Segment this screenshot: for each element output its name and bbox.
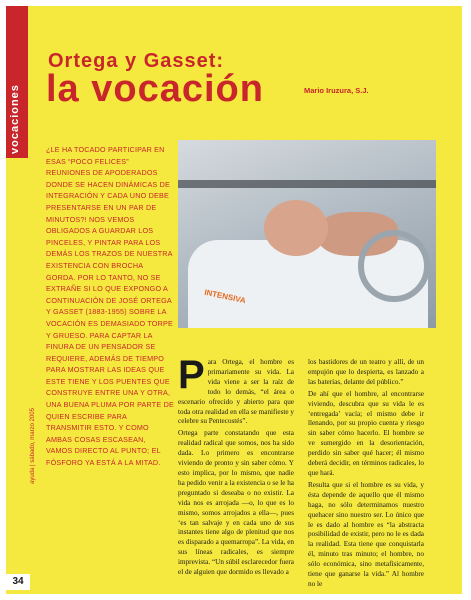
body-paragraph: los bastidores de un teatro y allí, de un empujón que lo despierta, es lanzado a las baterías, delante del público.” [308,358,424,386]
intro-paragraph: ¿LE HA TOCADO PARTICIPAR EN ESAS “POCO FELICES” REUNIONES DE APODERADOS DONDE SE HACEN DINÁMICAS DE INTEGRACIÓN Y CADA UNO DEBE PRESENTARSE EN UN PAR DE MINUTOS?! NOS VEMOS OBLIGADOS A GUARDAR LOS PINCELES, Y PINTAR PARA LOS DEMÁS LOS TRAZOS DE NUESTRA EXISTENCIA CON BROCHA GORDA. POR LO TANTO, NO SE EXTRAÑE SI LO QUE EXPONGO A CONTINUACIÓN DE JOSÉ ORTEGA Y GASSET (1883-1955) SOBRE LA VOCACIÓN ES DEMASIADO TORPE Y GRUESO. PARA CAPTAR LA FINURA DE UN PENSADOR SE REQUIERE, ADEMÁS DE TIEMPO PARA MOSTRAR LAS IDEAS QUE ESTE TIENE Y LOS PUENTES QUE CONSTRUYE ENTRE UNA Y OTRA, UNA BUENA PLUMA POR PARTE DE QUIEN ESCRIBE PARA TRANSMITIR ESTO. Y COMO AMBAS COSAS ESCASEAN, VAMOS DIRECTO AL PUNTO; EL FÓSFORO YA ESTÁ A LA MITAD. [46,145,174,468]
incubator-porthole [358,230,430,302]
photo-baby-head [264,200,328,256]
body-paragraph [178,353,294,427]
magazine-page [6,6,462,594]
incubator-bar [178,180,436,188]
article-kicker: Ortega y Gasset: [48,50,225,72]
body-text: ara Ortega, el hombre es primariamente su vida. La vida viene a ser la raíz de todo lo demás, “el área o escenario ofrecido y abierto para que toda otra realidad en ella se manifieste y celebre su Pentecostés”. [178,358,294,426]
photo-caption: INTENSIVA [203,287,247,306]
body-column-2 [308,358,424,592]
section-label: vocaciones [9,84,21,154]
magazine-footer: ayuda | sábado, marzo 2005 [30,408,36,484]
page-number: 34 [6,574,30,590]
drop-cap: P [178,353,205,397]
body-column-1 [178,353,294,580]
section-tab [6,6,28,594]
body-paragraph: De ahí que el hombre, al encontrarse viviendo, descubra que su vida le es ‘entregada’ vacía; el mismo debe ir llenando, por su propio cuenta y riesgo sin saber cómo hacerlo. El hombre se ve sumergido en la desorientación, perdido sin saber qué hacer; él mismo deberá decidir, en términos radicales, lo que hará. [308,389,424,477]
body-paragraph: Resulta que si el hombre es su vida, y ésta depende de aquello que él mismo haga, no sólo determinamos nuestro quehacer sino nuestro ser. Lo único que le es dado al hombre es “la abstracta posibilidad de existir, pero no le es dada la realidad. Esta tiene que conquistarla él, minuto tras minuto; el hombre, no sólo económica, sino metafísicamente, tiene que ganarse la vida.” Al hombre no le [308,480,424,588]
article-author: Mario Iruzura, S.J. [304,86,369,95]
newborn-incubator-photo [178,140,436,328]
article-headline: la vocación [46,68,264,110]
body-paragraph: Ortega parte constatando que esta realidad radical que somos, nos ha sido dada. Lo primero es encontrarse viviendo de pronto y sin saber cómo. Y esto implica, por lo mismo, que nadie ha pedido venir a la existencia o se le ha preguntado si deseaba o no existir. La vida nos es arrojada —o, lo que es lo mismo, somos arrojados a ella—, pues ‘es tan salvaje y en cada uno de sus instantes tiene algo de plenitud que nos es disparado a quemarropa”. La vida, en sus líneas radicales, es siempre imprevista. “Un súbil esclarecedor fuera el de alguien que dormido es llevado a [178,429,294,577]
